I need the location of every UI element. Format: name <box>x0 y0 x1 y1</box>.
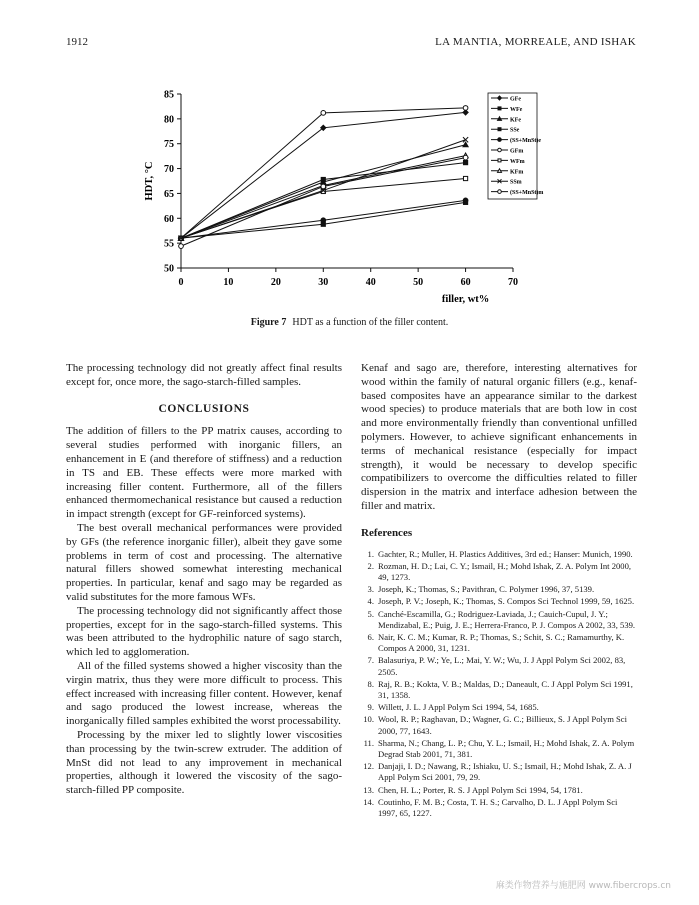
reference-number: 9. <box>367 702 374 713</box>
reference-item <box>361 679 637 701</box>
y-tick-label: 85 <box>164 89 174 101</box>
reference-number: 2. <box>367 560 374 571</box>
y-tick-label: 65 <box>164 188 174 200</box>
legend-label: SSm <box>510 179 522 186</box>
reference-item <box>361 632 637 654</box>
running-title: LA MANTIA, MORREALE, AND ISHAK <box>435 36 636 48</box>
reference-item <box>361 655 637 677</box>
reference-text: Raj, R. B.; Kokta, V. B.; Maldas, D.; Daneault, C. J Appl Polym Sci 1991, 31, 1358. <box>378 678 633 700</box>
y-tick-label: 60 <box>164 213 174 225</box>
reference-number: 4. <box>367 596 374 607</box>
reference-number: 11. <box>363 737 374 748</box>
reference-text: Danjaji, I. D.; Nawang, R.; Ishiaku, U. S.; Ismail, H.; Mohd Ishak, Z. A. J Appl Polym Sci 2001, 79, 29. <box>378 761 632 783</box>
conclusions-paragraph: The processing technology did not significantly affect those properties, except for in the sago-starch-filled systems. This was been attributed to the hydrophilic nature of sago starch, which led to agglomeration. <box>66 604 342 659</box>
legend-label: SSe <box>510 127 520 134</box>
open-circle-marker <box>463 155 468 160</box>
reference-number: 12. <box>363 761 374 772</box>
reference-item <box>361 609 637 631</box>
reference-item <box>361 702 637 713</box>
x-tick-label: 0 <box>178 277 184 288</box>
reference-number: 13. <box>363 784 374 795</box>
circle-marker <box>463 198 468 203</box>
open-circle-marker <box>179 244 184 249</box>
reference-item <box>361 761 637 783</box>
reference-item <box>361 785 637 796</box>
open-circle-marker <box>498 190 502 194</box>
reference-number: 8. <box>367 678 374 689</box>
references-list <box>361 549 637 820</box>
reference-number: 6. <box>367 631 374 642</box>
reference-text: Chen, H. L.; Porter, R. S. J Appl Polym Sci 1994, 54, 1781. <box>378 784 583 795</box>
open-circle-marker <box>463 106 468 111</box>
reference-item <box>361 584 637 595</box>
reference-text: Gachter, R.; Muller, H. Plastics Additives, 3rd ed.; Hanser: Munich, 1990. <box>378 548 633 559</box>
figure-caption-text: HDT as a function of the filler content. <box>292 317 449 328</box>
reference-item <box>361 549 637 560</box>
circle-marker <box>321 218 326 223</box>
x-axis-label: filler, wt% <box>441 294 490 305</box>
reference-item <box>361 561 637 583</box>
reference-text: Wool, R. P.; Raghavan, D.; Wagner, G. C.; Billieux, S. J Appl Polym Sci 2000, 77, 1643. <box>378 714 628 736</box>
reference-text: Nair, K. C. M.; Kumar, R. P.; Thomas, S.; Schit, S. C.; Ramamurthy, K. Compos A 2000, 31, 1231. <box>378 631 625 654</box>
left-column <box>66 362 342 798</box>
conclusions-paragraph: The best overall mechanical performances were provided by GFs (the reference inorganic filler), albeit they gave some problems in term of cost and processing. The alternative natural fillers showed somewhat interesting mechanical properties. In particular, kenaf and sago may be regarded as valid substitutes for the more famous WFs. <box>66 521 342 603</box>
legend-label: KFe <box>510 117 521 124</box>
figure-caption <box>0 317 699 328</box>
right-column <box>361 362 637 820</box>
open-square-marker <box>463 176 467 180</box>
legend-label: WFe <box>510 106 523 113</box>
y-tick-label: 50 <box>164 263 174 275</box>
reference-item <box>361 738 637 760</box>
legend-label: WFm <box>510 158 525 165</box>
x-tick-label: 70 <box>508 277 518 288</box>
legend-label: (SS+MnSt)m <box>510 190 544 197</box>
open-square-marker <box>498 159 501 162</box>
circle-marker <box>498 138 502 142</box>
figure-label: Figure 7 <box>250 317 287 328</box>
legend-label: GFm <box>510 148 524 155</box>
reference-item <box>361 797 637 819</box>
y-axis-label: HDT, °C <box>144 161 155 201</box>
legend-label: GFe <box>510 96 521 103</box>
reference-text: Willett, J. L. J Appl Polym Sci 1994, 54, 1685. <box>378 702 539 713</box>
triangle-marker <box>463 142 468 147</box>
legend-label: (SS+MnSt)e <box>510 138 542 145</box>
running-header <box>66 36 636 52</box>
square-marker <box>463 161 467 165</box>
reference-text: Balasuriya, P. W.; Ye, L.; Mai, Y. W.; Wu, J. J Appl Polym Sci 2002, 83, 2505. <box>378 655 626 677</box>
hdt-line-chart <box>140 86 544 311</box>
y-tick-label: 80 <box>164 114 174 126</box>
summary-paragraph: Kenaf and sago are, therefore, interesting alternatives for wood within the family of natural organic fillers (e.g., kenaf-based composites have an appearance similar to the darkest wood species) to produce materials that are both low in cost and more environmentally friendly than conventional unfilled polymers. However, to achieve significant enhancements in terms of mechanical resistance (especially for impact strength), it would be necessary to develop specific compatibilizers to overcome the difficulties related to filler dispersion in the matrix and interface adhesion between the filler and matrix. <box>361 362 637 512</box>
reference-number: 7. <box>367 655 374 666</box>
x-tick-label: 50 <box>413 277 424 288</box>
reference-text: Joseph, K.; Thomas, S.; Pavithran, C. Polymer 1996, 37, 5139. <box>378 584 595 595</box>
y-tick-label: 75 <box>164 139 174 151</box>
reference-text: Sharma, N.; Chang, L. P.; Chu, Y. L.; Ismail, H.; Mohd Ishak, Z. A. Polym Degrad Stab 2001, 71, 381. <box>378 737 635 760</box>
x-tick-label: 40 <box>365 277 376 288</box>
open-circle-marker <box>321 184 326 189</box>
x-tick-label: 60 <box>460 277 471 288</box>
reference-number: 5. <box>367 608 374 619</box>
x-tick-label: 20 <box>270 277 281 288</box>
y-tick-label: 70 <box>164 164 174 176</box>
conclusions-heading: CONCLUSIONS <box>158 402 250 415</box>
reference-text: Joseph, P. V.; Joseph, K.; Thomas, S. Compos Sci Technol 1999, 59, 1625. <box>378 596 635 607</box>
page-number: 1912 <box>66 36 88 48</box>
open-circle-marker <box>498 148 502 152</box>
references-heading: References <box>361 526 413 539</box>
conclusions-paragraph: All of the filled systems showed a higher viscosity than the virgin matrix, thus they were more difficult to process. This effect increased with increasing filler content. However, kenaf and sago produced the lowest increase, whereas the inorganically filled samples exhibited the worst processability. <box>66 659 342 728</box>
legend-label: KFm <box>510 169 524 176</box>
reference-number: 1. <box>367 548 374 559</box>
reference-number: 14. <box>363 796 374 807</box>
x-tick-label: 30 <box>318 277 329 288</box>
conclusions-paragraph: The addition of fillers to the PP matrix causes, according to several studies performed with inorganic fillers, an enhancement in E (and therefore of stiffness) and a reduction in TS and EB. These effects were more marked with increasing filler content. Furthermore, all of the fillers enhanced thermomechanical resistance but caused a reduction in impact strength (except for GF-reinforced systems). <box>66 425 342 521</box>
reference-item <box>361 596 637 607</box>
site-watermark: 麻类作物营养与施肥网 www.fibercrops.cn <box>495 881 671 891</box>
reference-number: 3. <box>367 584 374 595</box>
reference-item <box>361 714 637 736</box>
reference-text: Canché-Escamilla, G.; Rodriguez-Laviada, J.; Cauich-Cupul, J. Y.; Mendizabal, E.; Puig, J. E.; Herrera-Franco, P. J. Compos A 2002, 33, 539. <box>378 608 636 630</box>
reference-number: 10. <box>363 714 374 725</box>
intro-paragraph: The processing technology did not greatly affect final results except for, once more, the sago-starch-filled samples. <box>66 362 342 388</box>
x-tick-label: 10 <box>223 277 234 288</box>
y-tick-label: 55 <box>164 238 174 250</box>
reference-text: Coutinho, F. M. B.; Costa, T. H. S.; Carvalho, D. L. J Appl Polym Sci 1997, 65, 1227. <box>378 796 618 819</box>
conclusions-paragraph: Processing by the mixer led to slightly lower viscosities than processing by the twin-screw extruder. The addition of MnSt did not lead to any improvement in mechanical properties, although it lowered the viscosity of the sago-starch-filled PP composite. <box>66 728 342 797</box>
open-circle-marker <box>321 111 326 116</box>
reference-text: Rozman, H. D.; Lai, C. Y.; Ismail, H.; Mohd Ishak, Z. A. Polym Int 2000, 49, 1273. <box>378 560 632 582</box>
square-marker <box>498 128 501 131</box>
square-marker <box>498 107 501 110</box>
